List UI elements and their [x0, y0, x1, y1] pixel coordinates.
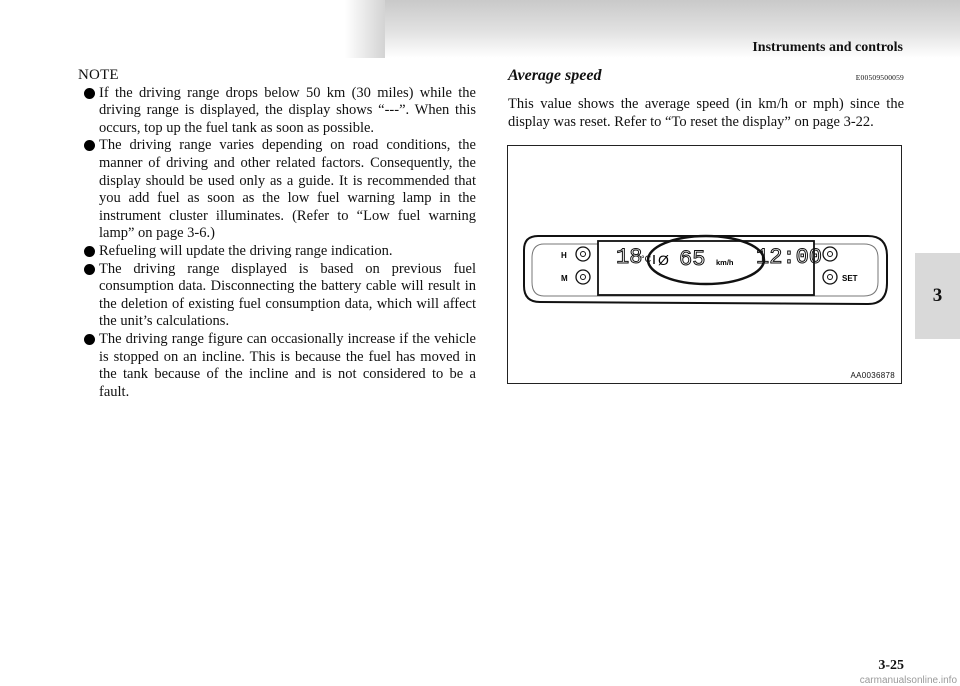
display-figure [507, 145, 902, 384]
temperature-unit: °C [641, 254, 652, 264]
bullet-icon [84, 140, 95, 151]
note-item-text: The driving range figure can occasionally increase if the vehicle is stopped on an incline. This is because the fuel has moved in the tank because of the incline and is not considered to be a fault. [99, 330, 476, 400]
watermark: carmanualsonline.info [859, 675, 957, 686]
note-item-text: The driving range displayed is based on previous fuel consumption data. Disconnecting the battery cable will result in the deletion of existing fuel consumption data, which will affect the unit’s calculations. [99, 260, 476, 330]
section-title: Instruments and controls [752, 40, 903, 55]
figure-code: AA0036878 [850, 371, 895, 380]
note-item [78, 261, 476, 331]
note-title: NOTE [78, 67, 119, 83]
note-item [78, 85, 476, 138]
set-button [823, 270, 837, 284]
note-column [78, 67, 476, 401]
average-speed-section [508, 67, 904, 131]
note-item-text: Refueling will update the driving range indication. [99, 242, 393, 259]
mode-button [823, 247, 837, 261]
m-button [576, 270, 590, 284]
chapter-tab: 3 [915, 253, 960, 339]
note-item [78, 137, 476, 243]
note-item-text: The driving range varies depending on road conditions, the manner of driving and other related factors. Consequently, the display should be used only as a guide. It is recommended that you add fuel as soon as the low fuel warning lamp in the instrument cluster illuminates. (Refer to “Low fuel warning lamp” on page 3-6.) [99, 137, 476, 242]
page-number: 3-25 [878, 658, 904, 673]
h-button-label: H [561, 251, 567, 260]
speed-unit: km/h [716, 258, 734, 267]
temperature-readout: 18 [616, 245, 643, 270]
note-item [78, 331, 476, 401]
speed-readout: 65 [679, 247, 706, 272]
average-speed-title: Average speed [508, 67, 602, 84]
note-list [78, 85, 476, 402]
note-item [78, 243, 476, 261]
section-code: E00509500059 [855, 73, 904, 82]
clock-readout: 12:00 [756, 245, 823, 270]
bullet-icon [84, 88, 95, 99]
bullet-icon [84, 246, 95, 257]
note-item-text: If the driving range drops below 50 km (30 miles) while the driving range is displayed, the display shows “---”. When this occurs, top up the fuel tank as soon as possible. [99, 84, 476, 136]
display-illustration [508, 146, 903, 385]
bullet-icon [84, 264, 95, 275]
bullet-icon [84, 334, 95, 345]
average-speed-body: This value shows the average speed (in km/h or mph) since the display was reset. Refer to “To reset the display” on page 3-22. [508, 96, 904, 130]
m-button-label: M [561, 274, 568, 283]
h-button [576, 247, 590, 261]
average-symbol: Ø [658, 252, 669, 268]
set-button-label: SET [842, 274, 858, 283]
